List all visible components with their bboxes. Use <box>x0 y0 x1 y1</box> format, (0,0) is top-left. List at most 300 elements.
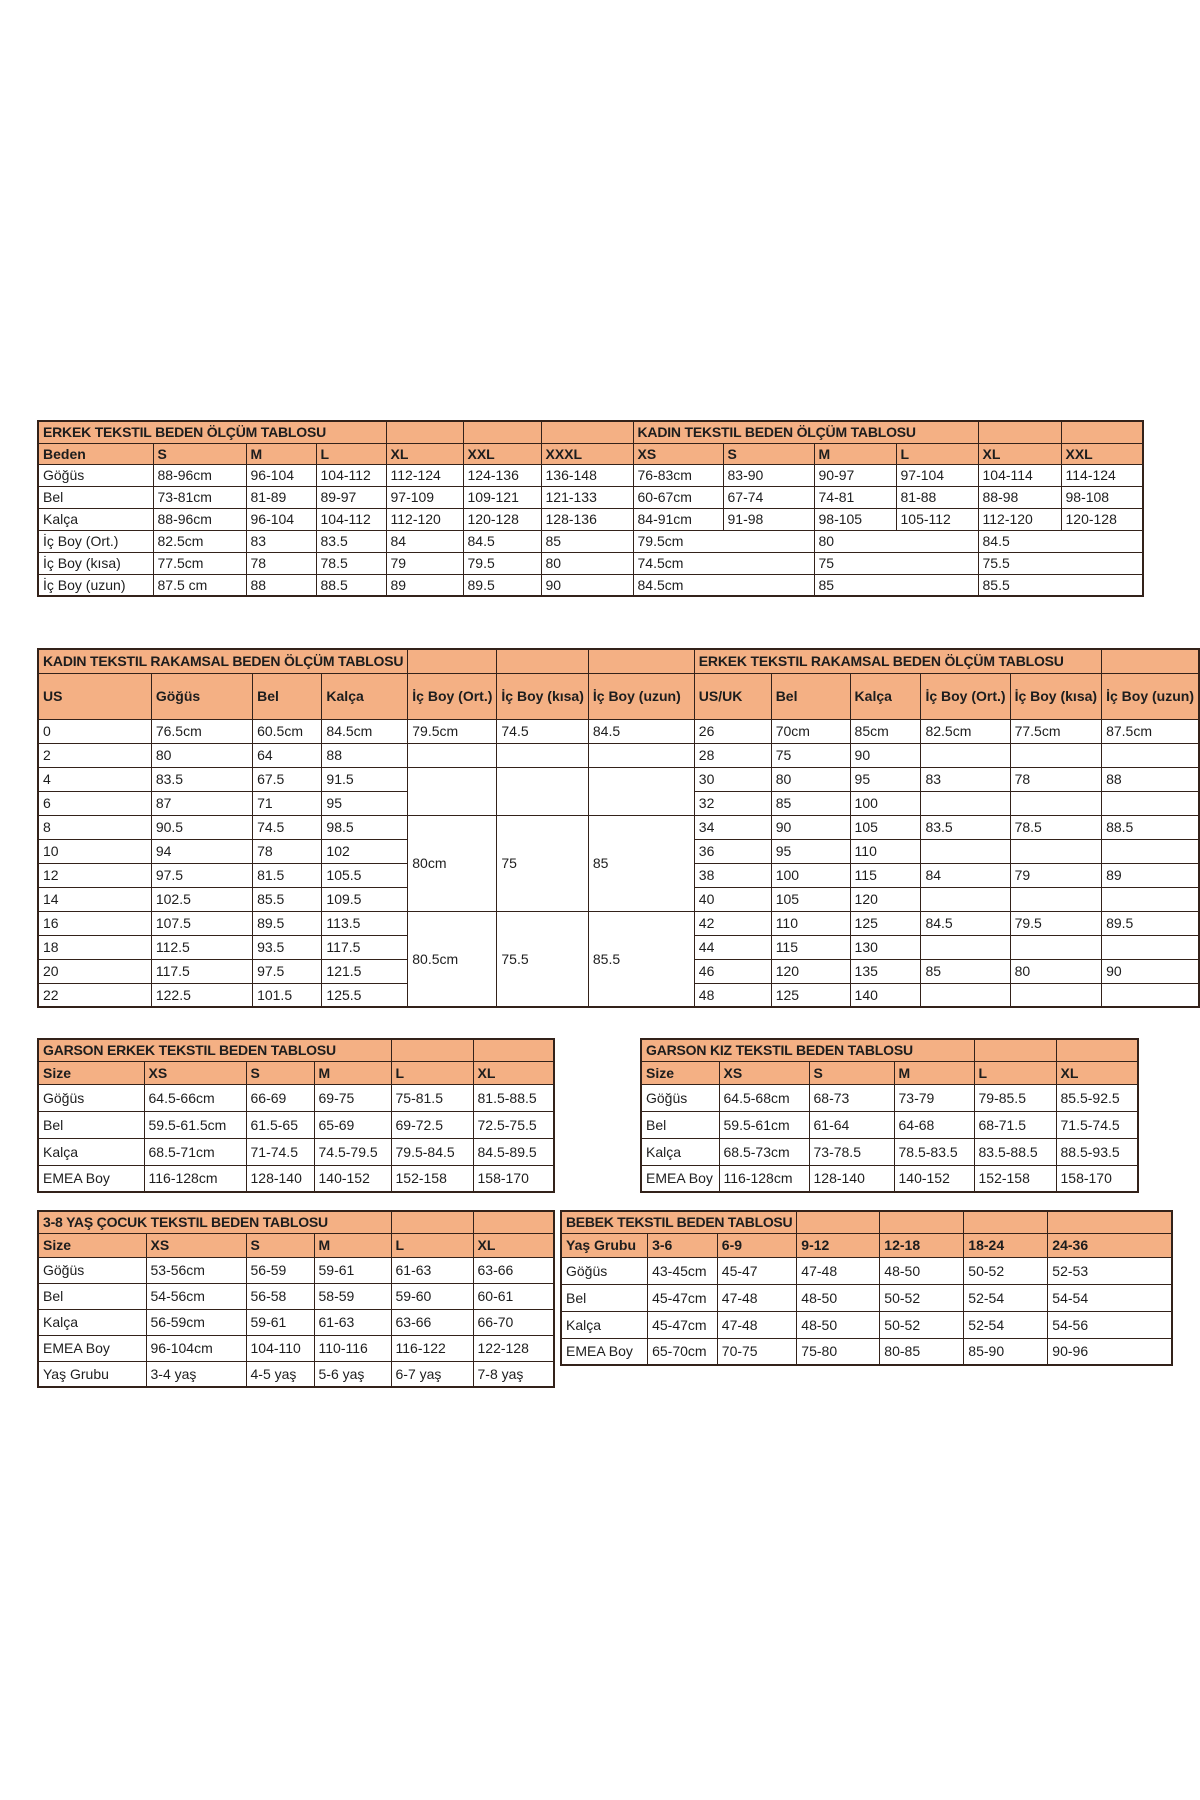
cell: 140-152 <box>894 1165 974 1192</box>
cell: 75 <box>771 743 850 767</box>
cell: EMEA Boy <box>561 1338 648 1365</box>
cell: 121.5 <box>322 959 408 983</box>
cell: 84 <box>386 530 463 552</box>
cell: 63-66 <box>473 1257 554 1283</box>
header-cell: M <box>314 1061 391 1084</box>
cell: 30 <box>694 767 771 791</box>
table-row <box>38 421 1143 443</box>
cell: 112-120 <box>978 508 1061 530</box>
header-cell: 18-24 <box>964 1233 1048 1257</box>
header-cell: XXL <box>463 443 541 464</box>
cell <box>1102 983 1199 1007</box>
cell: 83 <box>246 530 316 552</box>
cell: 121-133 <box>541 486 633 508</box>
cell: 64-68 <box>894 1111 974 1138</box>
cell: 80 <box>1010 959 1102 983</box>
header-cell: XS <box>633 443 723 464</box>
cell: 67.5 <box>253 767 322 791</box>
table-row <box>561 1284 1172 1311</box>
table-row <box>38 1283 554 1309</box>
cell: 12 <box>38 863 151 887</box>
cell <box>408 767 497 815</box>
cell: 78 <box>253 839 322 863</box>
header-cell: 24-36 <box>1048 1233 1172 1257</box>
cell: 75-81.5 <box>391 1084 473 1111</box>
cell: Bel <box>38 1283 146 1309</box>
cell: 84.5 <box>463 530 541 552</box>
cell: 84.5cm <box>322 719 408 743</box>
header-cell: S <box>246 1233 314 1257</box>
cell: 85 <box>588 815 694 911</box>
cell: 88.5-93.5 <box>1056 1138 1138 1165</box>
table-title: GARSON ERKEK TEKSTIL BEDEN TABLOSU <box>38 1039 391 1061</box>
cell: 32 <box>694 791 771 815</box>
cell: 77.5cm <box>1010 719 1102 743</box>
table-row <box>38 486 1143 508</box>
cell: 88.5 <box>1102 815 1199 839</box>
cell: 74-81 <box>814 486 896 508</box>
table-row <box>38 1061 554 1084</box>
cell: Bel <box>641 1111 719 1138</box>
cell: 22 <box>38 983 151 1007</box>
cell: 84.5 <box>588 719 694 743</box>
cell: 65-69 <box>314 1111 391 1138</box>
cell <box>1102 935 1199 959</box>
cell <box>921 839 1010 863</box>
header-cell: Yaş Grubu <box>561 1233 648 1257</box>
cell <box>588 767 694 815</box>
cell: 125 <box>771 983 850 1007</box>
cell: 88 <box>246 574 316 596</box>
cell: 67-74 <box>723 486 814 508</box>
cell: 109.5 <box>322 887 408 911</box>
cell: 87.5cm <box>1102 719 1199 743</box>
cell: 74.5 <box>497 719 588 743</box>
cell <box>1010 791 1102 815</box>
cell: 74.5-79.5 <box>314 1138 391 1165</box>
header-cell: L <box>974 1061 1056 1084</box>
table-row <box>38 1165 554 1192</box>
cell: 6 <box>38 791 151 815</box>
cell: 43-45cm <box>648 1257 718 1284</box>
cell: 97-109 <box>386 486 463 508</box>
cell: EMEA Boy <box>641 1165 719 1192</box>
cell: 152-158 <box>391 1165 473 1192</box>
header-cell: XL <box>1056 1061 1138 1084</box>
cell: 112-120 <box>386 508 463 530</box>
cell: 120 <box>771 959 850 983</box>
cell: 80 <box>151 743 252 767</box>
cell: Kalça <box>38 508 153 530</box>
cell: 102 <box>322 839 408 863</box>
cell <box>497 743 588 767</box>
cell: İç Boy (Ort.) <box>38 530 153 552</box>
cell: 60.5cm <box>253 719 322 743</box>
cell: 78.5 <box>316 552 386 574</box>
cell: 125 <box>850 911 921 935</box>
cell: Bel <box>38 486 153 508</box>
cell: 81.5 <box>253 863 322 887</box>
header-cell: S <box>246 1061 314 1084</box>
cell: 88 <box>1102 767 1199 791</box>
table-title: KADIN TEKSTIL BEDEN ÖLÇÜM TABLOSU <box>633 421 978 443</box>
cell <box>1010 935 1102 959</box>
cell: Kalça <box>38 1138 144 1165</box>
cell <box>921 791 1010 815</box>
header-cell <box>463 421 541 443</box>
cell: 122.5 <box>151 983 252 1007</box>
cell: 61-63 <box>314 1309 391 1335</box>
cell: 90 <box>850 743 921 767</box>
header-cell: İç Boy (uzun) <box>588 673 694 719</box>
cell: Göğüs <box>641 1084 719 1111</box>
header-cell: S <box>723 443 814 464</box>
table-row <box>38 1233 554 1257</box>
cell: 79.5cm <box>408 719 497 743</box>
header-cell: M <box>814 443 896 464</box>
cell: 59.5-61cm <box>719 1111 809 1138</box>
table-row <box>641 1039 1138 1061</box>
cell: 81.5-88.5 <box>473 1084 554 1111</box>
table-row <box>38 911 1199 935</box>
header-cell <box>497 649 588 673</box>
cell: Kalça <box>38 1309 146 1335</box>
cell: 79.5 <box>463 552 541 574</box>
cell: 89 <box>1102 863 1199 887</box>
cell: 116-128cm <box>719 1165 809 1192</box>
cell: 85 <box>771 791 850 815</box>
header-cell: XL <box>978 443 1061 464</box>
cell: 104-114 <box>978 464 1061 486</box>
cell: 48-50 <box>797 1311 880 1338</box>
cell: 68.5-71cm <box>144 1138 246 1165</box>
header-cell: XXL <box>1061 443 1143 464</box>
cell: 136-148 <box>541 464 633 486</box>
cell: 77.5cm <box>153 552 246 574</box>
header-cell: L <box>391 1233 473 1257</box>
cell: 95 <box>850 767 921 791</box>
cell <box>1102 743 1199 767</box>
cell: 85.5 <box>978 574 1143 596</box>
cell: Bel <box>38 1111 144 1138</box>
header-cell <box>473 1211 554 1233</box>
cell: 71-74.5 <box>246 1138 314 1165</box>
cell: 52-53 <box>1048 1257 1172 1284</box>
header-cell: US/UK <box>694 673 771 719</box>
table-row <box>38 464 1143 486</box>
cell: 104-110 <box>246 1335 314 1361</box>
cell: 83.5 <box>151 767 252 791</box>
cell: 2 <box>38 743 151 767</box>
cell: 114-124 <box>1061 464 1143 486</box>
cell: 68-71.5 <box>974 1111 1056 1138</box>
cell <box>588 743 694 767</box>
cell: 85 <box>921 959 1010 983</box>
cell <box>921 887 1010 911</box>
header-cell: Bel <box>771 673 850 719</box>
cell: 102.5 <box>151 887 252 911</box>
table-title: KADIN TEKSTIL RAKAMSAL BEDEN ÖLÇÜM TABLOSU <box>38 649 408 673</box>
cell: İç Boy (kısa) <box>38 552 153 574</box>
cell: 85.5 <box>588 911 694 1007</box>
cell: 3-4 yaş <box>146 1361 246 1387</box>
cell: 85.5 <box>253 887 322 911</box>
header-cell: İç Boy (kısa) <box>1010 673 1102 719</box>
header-cell: XS <box>146 1233 246 1257</box>
cell: 80cm <box>408 815 497 911</box>
header-cell: US <box>38 673 151 719</box>
cell <box>921 983 1010 1007</box>
table-row <box>641 1138 1138 1165</box>
cell: 91.5 <box>322 767 408 791</box>
cell: 80-85 <box>880 1338 964 1365</box>
cell: 96-104 <box>246 464 316 486</box>
cell: 130 <box>850 935 921 959</box>
cell: 16 <box>38 911 151 935</box>
cell: 105-112 <box>896 508 978 530</box>
cell: 71 <box>253 791 322 815</box>
header-cell: İç Boy (uzun) <box>1102 673 1199 719</box>
header-cell <box>391 1039 473 1061</box>
cell: 85 <box>814 574 978 596</box>
cell: 85-90 <box>964 1338 1048 1365</box>
cell: 83-90 <box>723 464 814 486</box>
header-cell: XL <box>386 443 463 464</box>
cell: 88.5 <box>316 574 386 596</box>
header-cell <box>391 1211 473 1233</box>
cell: 14 <box>38 887 151 911</box>
header-cell <box>964 1211 1048 1233</box>
table-row <box>561 1233 1172 1257</box>
cell: 56-59cm <box>146 1309 246 1335</box>
cell: 75.5 <box>978 552 1143 574</box>
cell: 90-96 <box>1048 1338 1172 1365</box>
cell: 88-96cm <box>153 464 246 486</box>
header-cell <box>974 1039 1056 1061</box>
cell: 95 <box>322 791 408 815</box>
header-cell <box>408 649 497 673</box>
cell: 75-80 <box>797 1338 880 1365</box>
cell: 93.5 <box>253 935 322 959</box>
cell: 90.5 <box>151 815 252 839</box>
cell: 109-121 <box>463 486 541 508</box>
cell: 53-56cm <box>146 1257 246 1283</box>
cell: 64.5-66cm <box>144 1084 246 1111</box>
header-cell: Göğüs <box>151 673 252 719</box>
cell: 79.5-84.5 <box>391 1138 473 1165</box>
cell: 50-52 <box>880 1284 964 1311</box>
table-beden-olcum-erkek-kadin <box>37 420 1144 597</box>
cell: 152-158 <box>974 1165 1056 1192</box>
header-cell: Size <box>641 1061 719 1084</box>
cell: 4-5 yaş <box>246 1361 314 1387</box>
cell: 60-67cm <box>633 486 723 508</box>
cell: 110 <box>850 839 921 863</box>
cell: 34 <box>694 815 771 839</box>
table-title: ERKEK TEKSTIL BEDEN ÖLÇÜM TABLOSU <box>38 421 386 443</box>
cell: Göğüs <box>561 1257 648 1284</box>
table-row <box>38 530 1143 552</box>
cell: 84 <box>921 863 1010 887</box>
table-row <box>38 1257 554 1283</box>
cell: 95 <box>771 839 850 863</box>
cell: 79.5cm <box>633 530 814 552</box>
table-row <box>38 574 1143 596</box>
cell: 54-56 <box>1048 1311 1172 1338</box>
cell: Göğüs <box>38 1257 146 1283</box>
cell: 79 <box>1010 863 1102 887</box>
header-cell: L <box>896 443 978 464</box>
cell: 120-128 <box>1061 508 1143 530</box>
header-cell: XL <box>473 1233 554 1257</box>
cell: 105 <box>771 887 850 911</box>
header-cell <box>386 421 463 443</box>
cell: 78.5 <box>1010 815 1102 839</box>
cell <box>1102 791 1199 815</box>
table-row <box>38 719 1199 743</box>
cell: 117.5 <box>151 959 252 983</box>
cell: 59.5-61.5cm <box>144 1111 246 1138</box>
cell: 56-59 <box>246 1257 314 1283</box>
header-cell: 9-12 <box>797 1233 880 1257</box>
cell: 73-78.5 <box>809 1138 894 1165</box>
cell: 84.5 <box>921 911 1010 935</box>
cell: 105 <box>850 815 921 839</box>
cell: 59-61 <box>246 1309 314 1335</box>
cell: 70-75 <box>717 1338 797 1365</box>
header-cell <box>1056 1039 1138 1061</box>
cell: 122-128 <box>473 1335 554 1361</box>
cell: 26 <box>694 719 771 743</box>
cell: 94 <box>151 839 252 863</box>
cell: 7-8 yaş <box>473 1361 554 1387</box>
cell: 46 <box>694 959 771 983</box>
table-row <box>561 1211 1172 1233</box>
cell: 73-81cm <box>153 486 246 508</box>
header-cell <box>880 1211 964 1233</box>
cell <box>1010 887 1102 911</box>
cell: 70cm <box>771 719 850 743</box>
cell: 78.5-83.5 <box>894 1138 974 1165</box>
cell: Göğüs <box>38 1084 144 1111</box>
table-row <box>38 673 1199 719</box>
cell <box>497 767 588 815</box>
header-cell: L <box>316 443 386 464</box>
header-cell <box>588 649 694 673</box>
cell: 89.5 <box>1102 911 1199 935</box>
table-row <box>38 743 1199 767</box>
header-cell: XS <box>144 1061 246 1084</box>
table-title: ERKEK TEKSTIL RAKAMSAL BEDEN ÖLÇÜM TABLOSU <box>694 649 1101 673</box>
cell: 128-136 <box>541 508 633 530</box>
cell: 116-122 <box>391 1335 473 1361</box>
cell: Yaş Grubu <box>38 1361 146 1387</box>
table-row <box>38 443 1143 464</box>
cell: 128-140 <box>809 1165 894 1192</box>
table-row <box>561 1338 1172 1365</box>
header-cell <box>797 1211 880 1233</box>
header-cell: Kalça <box>850 673 921 719</box>
cell: 60-61 <box>473 1283 554 1309</box>
cell: 76.5cm <box>151 719 252 743</box>
table-garson-kiz <box>640 1038 1139 1193</box>
table-row <box>38 1211 554 1233</box>
header-cell: Size <box>38 1233 146 1257</box>
table-row <box>641 1061 1138 1084</box>
cell: 48-50 <box>880 1257 964 1284</box>
cell: 8 <box>38 815 151 839</box>
cell: 83 <box>921 767 1010 791</box>
cell: 89.5 <box>463 574 541 596</box>
cell: 54-54 <box>1048 1284 1172 1311</box>
cell: 96-104cm <box>146 1335 246 1361</box>
table-row <box>38 649 1199 673</box>
table-bebek <box>560 1210 1173 1366</box>
header-cell: İç Boy (Ort.) <box>408 673 497 719</box>
cell <box>1102 839 1199 863</box>
cell: 61.5-65 <box>246 1111 314 1138</box>
cell: 42 <box>694 911 771 935</box>
cell: Kalça <box>561 1311 648 1338</box>
cell: 110 <box>771 911 850 935</box>
header-cell <box>978 421 1061 443</box>
header-cell: S <box>809 1061 894 1084</box>
cell: 75 <box>497 815 588 911</box>
header-cell: 6-9 <box>717 1233 797 1257</box>
cell: 98-105 <box>814 508 896 530</box>
cell: 87 <box>151 791 252 815</box>
cell: 45-47cm <box>648 1284 718 1311</box>
cell: 98.5 <box>322 815 408 839</box>
cell: 112.5 <box>151 935 252 959</box>
cell: 120-128 <box>463 508 541 530</box>
table-row <box>38 815 1199 839</box>
cell: 140 <box>850 983 921 1007</box>
table-row <box>38 1084 554 1111</box>
cell: 90 <box>771 815 850 839</box>
cell: 84.5cm <box>633 574 814 596</box>
cell: 20 <box>38 959 151 983</box>
cell <box>1010 743 1102 767</box>
cell: 44 <box>694 935 771 959</box>
table-row <box>641 1084 1138 1111</box>
cell: 6-7 yaş <box>391 1361 473 1387</box>
cell: 117.5 <box>322 935 408 959</box>
cell: 47-48 <box>797 1257 880 1284</box>
cell: 68-73 <box>809 1084 894 1111</box>
cell: 80.5cm <box>408 911 497 1007</box>
cell: 75 <box>814 552 978 574</box>
cell: 85 <box>541 530 633 552</box>
cell: 36 <box>694 839 771 863</box>
cell: 88 <box>322 743 408 767</box>
cell: 78 <box>246 552 316 574</box>
cell: 125.5 <box>322 983 408 1007</box>
cell: 90 <box>1102 959 1199 983</box>
cell: 5-6 yaş <box>314 1361 391 1387</box>
cell: 83.5 <box>316 530 386 552</box>
cell: 120 <box>850 887 921 911</box>
cell: 107.5 <box>151 911 252 935</box>
table-row <box>38 767 1199 791</box>
cell: 52-54 <box>964 1311 1048 1338</box>
cell: 40 <box>694 887 771 911</box>
cell: 112-124 <box>386 464 463 486</box>
header-cell: M <box>894 1061 974 1084</box>
cell: 71.5-74.5 <box>1056 1111 1138 1138</box>
cell: 59-60 <box>391 1283 473 1309</box>
header-cell: İç Boy (kısa) <box>497 673 588 719</box>
